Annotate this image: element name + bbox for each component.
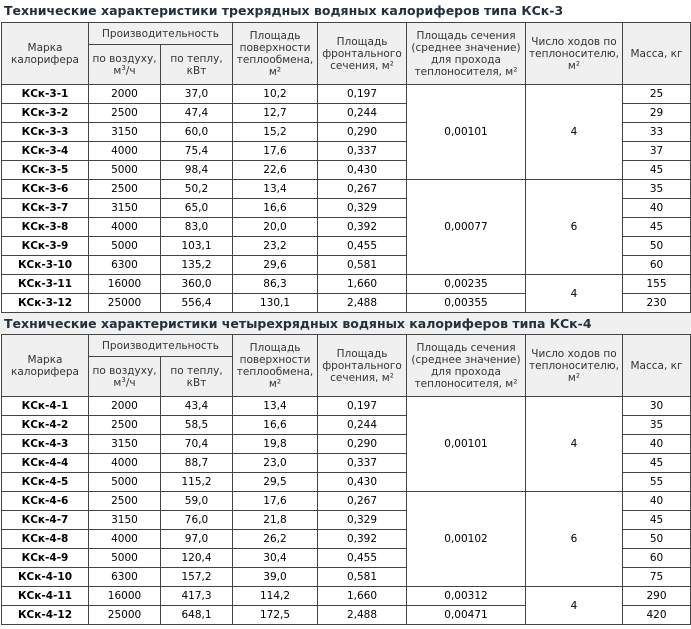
cell-heat: 648,1 — [161, 606, 233, 625]
cell-frontal: 2,488 — [318, 294, 407, 313]
cell-mass: 35 — [623, 180, 691, 199]
cell-brand: КСк-4-8 — [2, 530, 89, 549]
header-passes: Число ходов по теплоносителю, м² — [526, 23, 623, 85]
cell-heat: 98,4 — [161, 161, 233, 180]
spec-table-ksk3 — [1, 22, 691, 313]
header-passes: Число ходов по теплоносителю, м² — [526, 335, 623, 397]
cell-surface: 114,2 — [233, 587, 318, 606]
cell-frontal: 0,244 — [318, 104, 407, 123]
cell-frontal: 0,392 — [318, 530, 407, 549]
cell-section: 0,00355 — [407, 294, 526, 313]
cell-mass: 45 — [623, 218, 691, 237]
table-2-title: Технические характеристики четырехрядных водяных калориферов типа КСк-4 — [0, 313, 691, 334]
cell-passes: 6 — [526, 180, 623, 275]
cell-surface: 172,5 — [233, 606, 318, 625]
cell-brand: КСк-3-11 — [2, 275, 89, 294]
cell-brand: КСк-4-6 — [2, 492, 89, 511]
cell-frontal: 0,267 — [318, 180, 407, 199]
cell-brand: КСк-3-8 — [2, 218, 89, 237]
cell-brand: КСк-4-5 — [2, 473, 89, 492]
cell-surface: 23,0 — [233, 454, 318, 473]
header-air: по воздуху, $м^3/ч$ — [89, 357, 161, 397]
cell-air: 16000 — [89, 587, 161, 606]
cell-section: 0,00102 — [407, 492, 526, 587]
cell-heat: 120,4 — [161, 549, 233, 568]
header-brand: Марка калорифера — [2, 23, 89, 85]
cell-frontal: 0,329 — [318, 199, 407, 218]
cell-mass: 290 — [623, 587, 691, 606]
cell-frontal: 0,392 — [318, 218, 407, 237]
cell-section: 0,00101 — [407, 397, 526, 492]
cell-surface: 86,3 — [233, 275, 318, 294]
cell-air: 6300 — [89, 568, 161, 587]
cell-mass: 420 — [623, 606, 691, 625]
cell-heat: 157,2 — [161, 568, 233, 587]
cell-heat: 417,3 — [161, 587, 233, 606]
cell-heat: 47,4 — [161, 104, 233, 123]
header-air: по воздуху, $м^3/ч$ — [89, 45, 161, 85]
cell-mass: 35 — [623, 416, 691, 435]
cell-air: 2500 — [89, 492, 161, 511]
table-row — [2, 85, 691, 104]
cell-passes: 4 — [526, 587, 623, 625]
cell-heat: 360,0 — [161, 275, 233, 294]
cell-passes: 4 — [526, 275, 623, 313]
cell-air: 4000 — [89, 454, 161, 473]
cell-brand: КСк-3-9 — [2, 237, 89, 256]
cell-surface: 15,2 — [233, 123, 318, 142]
cell-surface: 29,5 — [233, 473, 318, 492]
cell-mass: 45 — [623, 161, 691, 180]
cell-air: 5000 — [89, 549, 161, 568]
cell-surface: 39,0 — [233, 568, 318, 587]
cell-frontal: 2,488 — [318, 606, 407, 625]
cell-section: 0,00235 — [407, 275, 526, 294]
cell-frontal: 0,337 — [318, 454, 407, 473]
cell-brand: КСк-4-12 — [2, 606, 89, 625]
cell-air: 5000 — [89, 161, 161, 180]
cell-air: 25000 — [89, 606, 161, 625]
cell-air: 2500 — [89, 104, 161, 123]
header-section: Площадь сечения (среднее значение) для прохода теплоносителя, м² — [407, 335, 526, 397]
cell-frontal: 0,581 — [318, 256, 407, 275]
cell-mass: 50 — [623, 237, 691, 256]
cell-heat: 75,4 — [161, 142, 233, 161]
cell-surface: 17,6 — [233, 142, 318, 161]
cell-brand: КСк-3-5 — [2, 161, 89, 180]
cell-brand: КСк-3-12 — [2, 294, 89, 313]
header-frontal: Площадь фронтального сечения, м² — [318, 335, 407, 397]
cell-surface: 21,8 — [233, 511, 318, 530]
cell-heat: 88,7 — [161, 454, 233, 473]
cell-mass: 75 — [623, 568, 691, 587]
cell-heat: 76,0 — [161, 511, 233, 530]
cell-surface: 17,6 — [233, 492, 318, 511]
cell-frontal: 0,290 — [318, 123, 407, 142]
header-capacity: Производительность — [89, 23, 233, 45]
cell-section: 0,00312 — [407, 587, 526, 606]
cell-brand: КСк-3-6 — [2, 180, 89, 199]
cell-heat: 115,2 — [161, 473, 233, 492]
cell-air: 16000 — [89, 275, 161, 294]
cell-surface: 10,2 — [233, 85, 318, 104]
cell-air: 4000 — [89, 530, 161, 549]
cell-brand: КСк-3-3 — [2, 123, 89, 142]
cell-mass: 40 — [623, 492, 691, 511]
cell-air: 25000 — [89, 294, 161, 313]
cell-mass: 25 — [623, 85, 691, 104]
cell-mass: 37 — [623, 142, 691, 161]
cell-frontal: 0,197 — [318, 85, 407, 104]
cell-brand: КСк-3-7 — [2, 199, 89, 218]
cell-brand: КСк-4-2 — [2, 416, 89, 435]
header-heat: по теплу, кВт — [161, 45, 233, 85]
cell-frontal: 0,337 — [318, 142, 407, 161]
cell-brand: КСк-3-4 — [2, 142, 89, 161]
cell-mass: 155 — [623, 275, 691, 294]
cell-air: 2000 — [89, 397, 161, 416]
cell-mass: 40 — [623, 199, 691, 218]
cell-frontal: 0,430 — [318, 473, 407, 492]
cell-section: 0,00101 — [407, 85, 526, 180]
cell-heat: 83,0 — [161, 218, 233, 237]
cell-air: 2500 — [89, 416, 161, 435]
cell-heat: 58,5 — [161, 416, 233, 435]
cell-heat: 37,0 — [161, 85, 233, 104]
cell-brand: КСк-4-7 — [2, 511, 89, 530]
cell-frontal: 0,197 — [318, 397, 407, 416]
cell-mass: 45 — [623, 511, 691, 530]
cell-surface: 16,6 — [233, 416, 318, 435]
cell-surface: 29,6 — [233, 256, 318, 275]
cell-brand: КСк-4-11 — [2, 587, 89, 606]
cell-surface: 16,6 — [233, 199, 318, 218]
header-heat: по теплу, кВт — [161, 357, 233, 397]
cell-section: 0,00077 — [407, 180, 526, 275]
cell-mass: 50 — [623, 530, 691, 549]
cell-brand: КСк-4-1 — [2, 397, 89, 416]
table-row — [2, 397, 691, 416]
cell-mass: 33 — [623, 123, 691, 142]
spec-table-ksk4 — [1, 334, 691, 625]
table-row — [2, 492, 691, 511]
header-surface: Площадь поверхности теплообмена, м² — [233, 335, 318, 397]
cell-air: 4000 — [89, 142, 161, 161]
cell-brand: КСк-4-3 — [2, 435, 89, 454]
header-mass: Масса, кг — [623, 23, 691, 85]
table-1-title: Технические характеристики трехрядных водяных калориферов типа КСк-3 — [0, 0, 691, 22]
cell-brand: КСк-4-9 — [2, 549, 89, 568]
cell-frontal: 0,267 — [318, 492, 407, 511]
cell-heat: 556,4 — [161, 294, 233, 313]
header-surface: Площадь поверхности теплообмена, м² — [233, 23, 318, 85]
cell-air: 6300 — [89, 256, 161, 275]
header-brand: Марка калорифера — [2, 335, 89, 397]
cell-heat: 135,2 — [161, 256, 233, 275]
header-capacity: Производительность — [89, 335, 233, 357]
cell-mass: 29 — [623, 104, 691, 123]
cell-mass: 60 — [623, 256, 691, 275]
table-row — [2, 587, 691, 606]
cell-air: 3150 — [89, 435, 161, 454]
cell-surface: 19,8 — [233, 435, 318, 454]
cell-frontal: 0,430 — [318, 161, 407, 180]
cell-frontal: 0,290 — [318, 435, 407, 454]
cell-heat: 59,0 — [161, 492, 233, 511]
cell-surface: 13,4 — [233, 180, 318, 199]
cell-surface: 12,7 — [233, 104, 318, 123]
cell-mass: 55 — [623, 473, 691, 492]
cell-brand: КСк-3-2 — [2, 104, 89, 123]
cell-air: 3150 — [89, 511, 161, 530]
cell-brand: КСк-4-10 — [2, 568, 89, 587]
cell-air: 5000 — [89, 473, 161, 492]
cell-section: 0,00471 — [407, 606, 526, 625]
cell-heat: 70,4 — [161, 435, 233, 454]
cell-air: 2500 — [89, 180, 161, 199]
cell-passes: 4 — [526, 397, 623, 492]
cell-heat: 50,2 — [161, 180, 233, 199]
cell-heat: 43,4 — [161, 397, 233, 416]
cell-brand: КСк-3-10 — [2, 256, 89, 275]
cell-surface: 13,4 — [233, 397, 318, 416]
cell-heat: 103,1 — [161, 237, 233, 256]
cell-heat: 60,0 — [161, 123, 233, 142]
cell-mass: 30 — [623, 397, 691, 416]
header-section: Площадь сечения (среднее значение) для прохода теплоносителя, м² — [407, 23, 526, 85]
cell-mass: 45 — [623, 454, 691, 473]
cell-frontal: 0,455 — [318, 237, 407, 256]
table-row — [2, 275, 691, 294]
cell-heat: 97,0 — [161, 530, 233, 549]
cell-brand: КСк-4-4 — [2, 454, 89, 473]
cell-air: 4000 — [89, 218, 161, 237]
cell-surface: 30,4 — [233, 549, 318, 568]
cell-frontal: 1,660 — [318, 587, 407, 606]
cell-surface: 26,2 — [233, 530, 318, 549]
header-frontal: Площадь фронтального сечения, м² — [318, 23, 407, 85]
cell-surface: 130,1 — [233, 294, 318, 313]
cell-passes: 4 — [526, 85, 623, 180]
table-row — [2, 180, 691, 199]
cell-frontal: 1,660 — [318, 275, 407, 294]
cell-mass: 60 — [623, 549, 691, 568]
cell-air: 3150 — [89, 123, 161, 142]
cell-air: 2000 — [89, 85, 161, 104]
cell-brand: КСк-3-1 — [2, 85, 89, 104]
cell-frontal: 0,581 — [318, 568, 407, 587]
cell-air: 5000 — [89, 237, 161, 256]
cell-mass: 230 — [623, 294, 691, 313]
cell-frontal: 0,244 — [318, 416, 407, 435]
cell-frontal: 0,329 — [318, 511, 407, 530]
cell-passes: 6 — [526, 492, 623, 587]
cell-surface: 22,6 — [233, 161, 318, 180]
cell-heat: 65,0 — [161, 199, 233, 218]
cell-mass: 40 — [623, 435, 691, 454]
cell-surface: 20,0 — [233, 218, 318, 237]
cell-frontal: 0,455 — [318, 549, 407, 568]
cell-surface: 23,2 — [233, 237, 318, 256]
header-mass: Масса, кг — [623, 335, 691, 397]
cell-air: 3150 — [89, 199, 161, 218]
